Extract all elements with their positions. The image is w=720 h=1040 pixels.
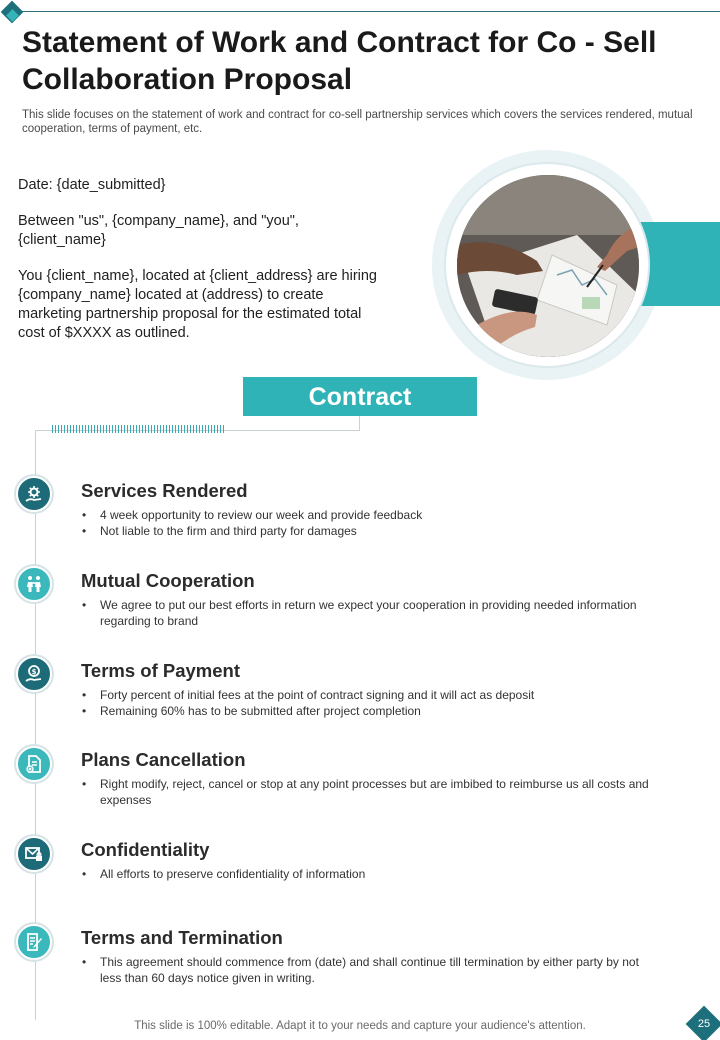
bullet-list — [81, 687, 661, 719]
bullet-item: • Right modify, reject, cancel or stop at any point processes but are imbibed to reimburse us all costs and expenses — [81, 776, 661, 808]
top-rule — [12, 11, 720, 12]
bullet-list — [81, 866, 661, 882]
page-subtitle: This slide focuses on the statement of work and contract for co-sell partnership services which covers the services rendered, mutual cooperation, terms of payment, etc. — [22, 109, 693, 135]
between-line: Between "us", {company_name}, and "you", {client_name} — [18, 213, 299, 248]
contract-banner: Contract — [243, 377, 477, 416]
date-line: Date: {date_submitted} — [18, 177, 166, 193]
section-title: Mutual Cooperation — [81, 570, 255, 591]
bullet-item: • Forty percent of initial fees at the point of contract signing and it will act as deposit — [81, 687, 661, 703]
bullet-item: • 4 week opportunity to review our week and provide feedback — [81, 507, 661, 523]
footer-note: This slide is 100% editable. Adapt it to your needs and capture your audience's attention. — [134, 1020, 586, 1032]
document-cancel-icon — [16, 746, 52, 782]
bullet-list — [81, 597, 661, 629]
envelope-lock-icon — [16, 836, 52, 872]
bullet-item: • This agreement should commence from (date) and shall continue till termination by either party by not less than 60 days notice given in writing. — [81, 954, 661, 986]
connector-line — [359, 416, 360, 430]
document-pen-icon — [16, 924, 52, 960]
gear-hand-icon — [16, 476, 52, 512]
bullet-list — [81, 776, 661, 808]
svg-text:$: $ — [31, 668, 37, 676]
tick-strip — [52, 425, 226, 433]
bullet-item: • We agree to put our best efforts in return we expect your cooperation in providing needed information regarding to brand — [81, 597, 661, 629]
section-title: Terms of Payment — [81, 660, 241, 681]
bullet-item: • Not liable to the firm and third party for damages — [81, 523, 661, 539]
bullet-item: • Remaining 60% has to be submitted after project completion — [81, 703, 661, 719]
page-title: Statement of Work and Contract for Co - Sell Collaboration Proposal — [22, 26, 657, 96]
section-title: Plans Cancellation — [81, 749, 246, 770]
bullet-item: • All efforts to preserve confidentiality of information — [81, 866, 661, 882]
section-title: Confidentiality — [81, 839, 210, 860]
hiring-line: You {client_name}, located at {client_address} are hiring {company_name} located at (address) to create marketing partnership proposal for the estimated total cost of $XXXX as outlined. — [18, 268, 377, 341]
bullet-list — [81, 954, 661, 986]
bullet-list — [81, 507, 661, 539]
people-icon — [16, 566, 52, 602]
intro-text — [18, 176, 378, 360]
page-number: 25 — [697, 1018, 711, 1030]
dollar-hand-icon — [16, 656, 52, 692]
section-title: Terms and Termination — [81, 927, 283, 948]
meeting-photo — [454, 172, 642, 360]
section-title: Services Rendered — [81, 480, 248, 501]
